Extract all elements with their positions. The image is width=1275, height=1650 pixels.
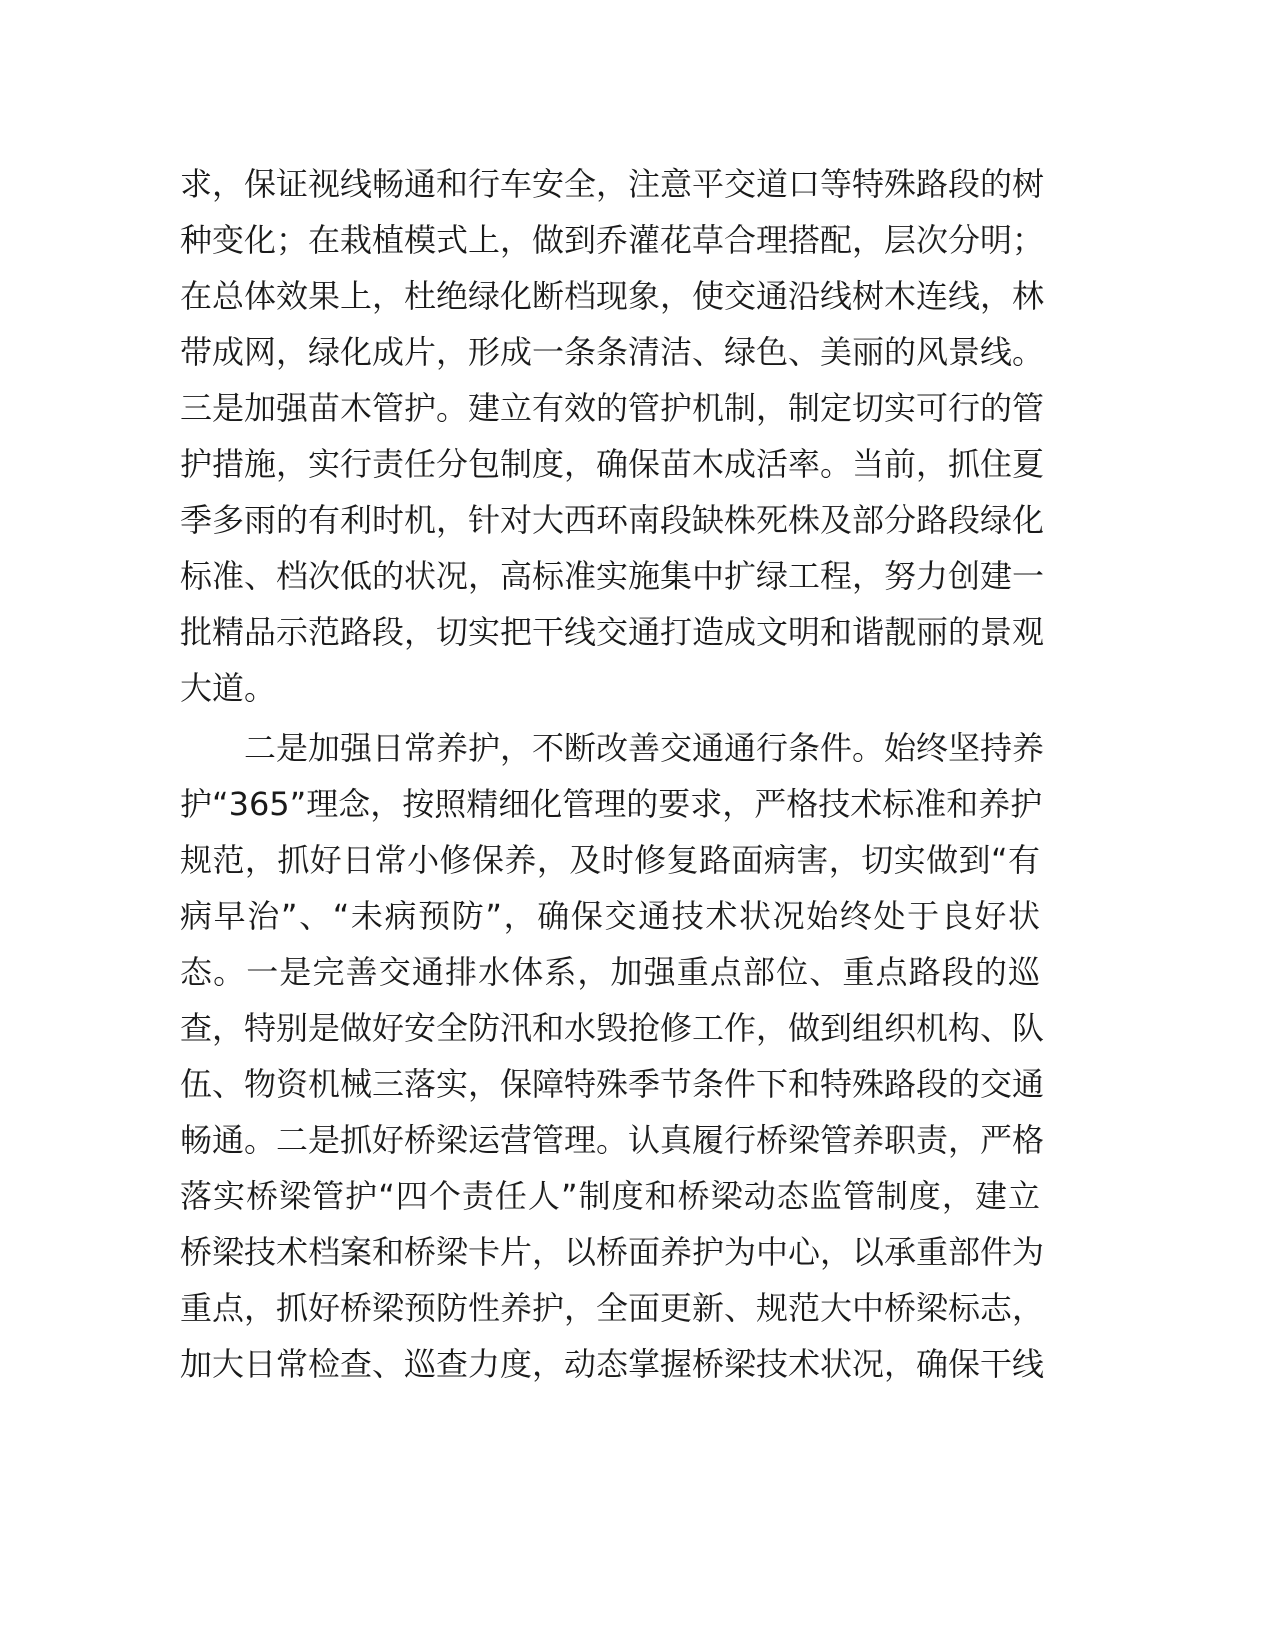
- text-line: 护“365”理念，按照精细化管理的要求，严格技术标准和养护: [180, 785, 1043, 823]
- text-line: 带成网，绿化成片，形成一条条清洁、绿色、美丽的风景线。: [180, 333, 1045, 371]
- text-line: 季多雨的有利时机，针对大西环南段缺株死株及部分路段绿化: [180, 501, 1045, 539]
- text-line: 桥梁技术档案和桥梁卡片，以桥面养护为中心，以承重部件为: [180, 1233, 1045, 1271]
- text-line: 三是加强苗木管护。建立有效的管护机制，制定切实可行的管: [180, 389, 1045, 427]
- text-line: 落实桥梁管护“四个责任人”制度和桥梁动态监管制度，建立: [180, 1177, 1040, 1215]
- paragraph-1: [180, 156, 1045, 716]
- text-line: 种变化；在栽植模式上，做到乔灌花草合理搭配，层次分明；: [180, 221, 1045, 259]
- text-line: 态。一是完善交通排水体系，加强重点部位、重点路段的巡: [180, 953, 1040, 991]
- text-line: 二是加强日常养护，不断改善交通通行条件。始终坚持养: [244, 729, 1045, 767]
- text-line: 规范，抓好日常小修保养，及时修复路面病害，切实做到“有: [180, 841, 1040, 879]
- text-line: 加大日常检查、巡查力度，动态掌握桥梁技术状况，确保干线: [180, 1345, 1045, 1383]
- text-line: 病早治”、“未病预防”，确保交通技术状况始终处于良好状: [180, 897, 1040, 935]
- text-line: 伍、物资机械三落实，保障特殊季节条件下和特殊路段的交通: [180, 1065, 1045, 1103]
- text-line: 护措施，实行责任分包制度，确保苗木成活率。当前，抓住夏: [180, 445, 1045, 483]
- text-line: 在总体效果上，杜绝绿化断档现象，使交通沿线树木连线，林: [180, 277, 1045, 315]
- paragraph-2: [180, 720, 1045, 1392]
- text-line: 标准、档次低的状况，高标准实施集中扩绿工程，努力创建一: [180, 557, 1045, 595]
- text-line: 批精品示范路段，切实把干线交通打造成文明和谐靓丽的景观: [180, 613, 1045, 651]
- text-line: 查，特别是做好安全防汛和水毁抢修工作，做到组织机构、队: [180, 1009, 1045, 1047]
- text-line: 求，保证视线畅通和行车安全，注意平交道口等特殊路段的树: [180, 165, 1045, 203]
- text-line: 重点，抓好桥梁预防性养护，全面更新、规范大中桥梁标志，: [180, 1289, 1045, 1327]
- text-line: 大道。: [180, 669, 277, 707]
- text-line: 畅通。二是抓好桥梁运营管理。认真履行桥梁管养职责，严格: [180, 1121, 1045, 1159]
